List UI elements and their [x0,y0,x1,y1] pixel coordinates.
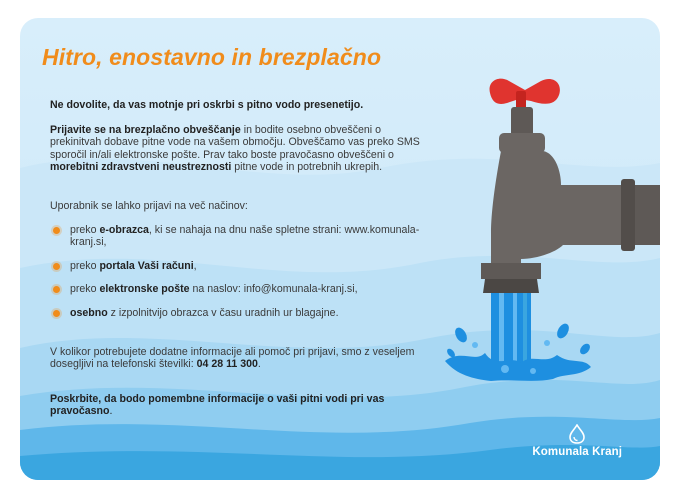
contact-paragraph: V kolikor potrebujete dodatne informacije ali pomoč pri prijavi, smo z veseljem dosegljivi na telefonski številki: 04 28 11 300. [50,346,415,371]
signup-text-end: pitne vode in potrebnih ukrepih. [231,161,383,174]
e-form-label: e-obrazca [99,224,149,236]
tap-handle-icon [490,79,560,109]
list-item: osebno z izpolnitvijo obrazca v času uradnih ur blagajne. [50,307,420,319]
ways-heading: Uporabnik se lahko prijavi na več načinov: [50,200,248,212]
closing-paragraph: Poskrbite, da bodo pomembne informacije o vaši pitni vodi pri vas pravočasno. [50,393,385,418]
health-warning-text: morebitni zdravstveni neustreznosti [50,161,232,174]
signup-lead: Prijavite se na brezplačno obveščanje [50,124,241,136]
list-item: preko elektronske pošte na naslov: info@komunala-kranj.si, [50,283,420,295]
intro-paragraph: Ne dovolite, da vas motnje pri oskrbi s pitno vodo presenetijo. [50,99,364,111]
signup-text: in bodite osebno obveščeni o prekinitvah dobave pitne vode na vašem območju. Obveščamo vas preko SMS sporočil in/ali elektronske pošte. Prav tako boste pravočasno obveščeni o [50,124,420,161]
list-item: preko portala Vaši računi, [50,260,420,272]
bullet-icon [53,286,60,293]
water-stream-icon [445,293,592,381]
in-person-label: osebno [70,306,108,319]
portal-label: portala Vaši računi [99,259,194,272]
flyer-title: Hitro, enostavno in brezplačno [42,44,382,70]
water-tap-illustration [415,73,660,393]
flyer-card [20,18,660,480]
list-item: preko e-obrazca, ki se nahaja na dnu naše spletne strani: www.komunala-kranj.si, [50,224,420,249]
water-drop-icon [568,424,586,444]
bullet-icon [53,263,60,270]
company-logo [532,424,622,458]
email-label: elektronske pošte [99,283,190,296]
bullet-icon [53,310,60,317]
signup-paragraph [50,124,420,174]
phone-number: 04 28 11 300 [196,358,258,371]
bullet-icon [53,227,60,234]
ways-list [50,224,420,319]
company-name: Komunala Kranj [532,446,622,458]
